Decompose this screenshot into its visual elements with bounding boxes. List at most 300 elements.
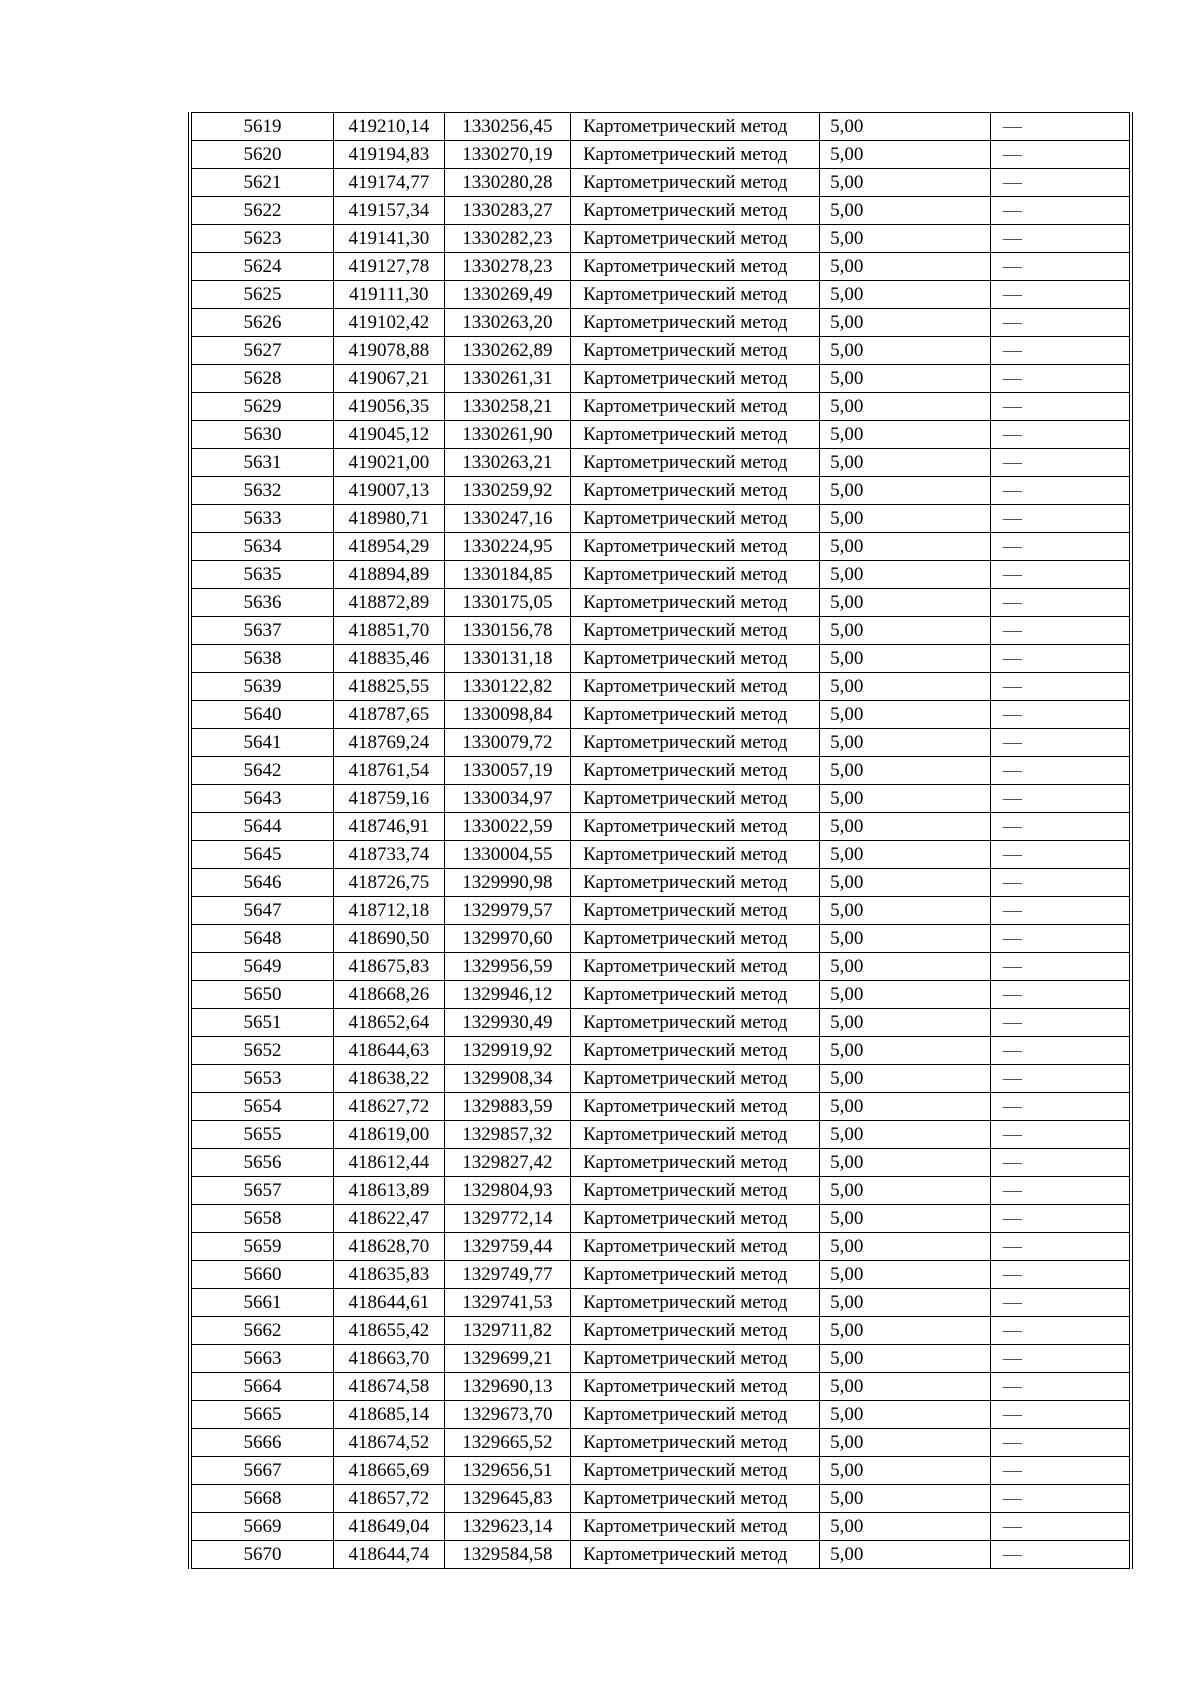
y-coordinate-cell: 1329908,34 — [444, 1065, 571, 1093]
accuracy-cell: 5,00 — [820, 253, 991, 281]
point-number-cell: 5657 — [190, 1177, 334, 1205]
y-coordinate-cell: 1329772,14 — [444, 1205, 571, 1233]
description-cell: — — [990, 1345, 1131, 1373]
y-coordinate-cell: 1330079,72 — [444, 729, 571, 757]
table-row — [190, 813, 1131, 841]
x-coordinate-cell: 418638,22 — [334, 1065, 444, 1093]
method-cell: Картометрический метод — [571, 1289, 820, 1317]
point-number-cell: 5665 — [190, 1401, 334, 1429]
x-coordinate-cell: 419067,21 — [334, 365, 444, 393]
method-cell: Картометрический метод — [571, 169, 820, 197]
method-cell: Картометрический метод — [571, 253, 820, 281]
accuracy-cell: 5,00 — [820, 1317, 991, 1345]
x-coordinate-cell: 418759,16 — [334, 785, 444, 813]
method-cell: Картометрический метод — [571, 1149, 820, 1177]
accuracy-cell: 5,00 — [820, 617, 991, 645]
point-number-cell: 5644 — [190, 813, 334, 841]
method-cell: Картометрический метод — [571, 673, 820, 701]
description-cell: — — [990, 1121, 1131, 1149]
x-coordinate-cell: 419174,77 — [334, 169, 444, 197]
method-cell: Картометрический метод — [571, 1541, 820, 1569]
description-cell: — — [990, 1205, 1131, 1233]
description-cell: — — [990, 645, 1131, 673]
accuracy-cell: 5,00 — [820, 113, 991, 141]
x-coordinate-cell: 418674,58 — [334, 1373, 444, 1401]
y-coordinate-cell: 1329956,59 — [444, 953, 571, 981]
description-cell: — — [990, 309, 1131, 337]
table-row — [190, 449, 1131, 477]
x-coordinate-cell: 418690,50 — [334, 925, 444, 953]
method-cell: Картометрический метод — [571, 1429, 820, 1457]
method-cell: Картометрический метод — [571, 925, 820, 953]
point-number-cell: 5648 — [190, 925, 334, 953]
point-number-cell: 5621 — [190, 169, 334, 197]
y-coordinate-cell: 1330261,90 — [444, 421, 571, 449]
coordinates-table — [188, 112, 1133, 1569]
x-coordinate-cell: 418644,63 — [334, 1037, 444, 1065]
y-coordinate-cell: 1330263,21 — [444, 449, 571, 477]
table-row — [190, 253, 1131, 281]
y-coordinate-cell: 1330269,49 — [444, 281, 571, 309]
description-cell: — — [990, 1093, 1131, 1121]
description-cell: — — [990, 421, 1131, 449]
y-coordinate-cell: 1329970,60 — [444, 925, 571, 953]
point-number-cell: 5635 — [190, 561, 334, 589]
description-cell: — — [990, 225, 1131, 253]
accuracy-cell: 5,00 — [820, 197, 991, 225]
accuracy-cell: 5,00 — [820, 673, 991, 701]
x-coordinate-cell: 418668,26 — [334, 981, 444, 1009]
method-cell: Картометрический метод — [571, 1121, 820, 1149]
description-cell: — — [990, 1037, 1131, 1065]
table-row — [190, 1485, 1131, 1513]
y-coordinate-cell: 1329673,70 — [444, 1401, 571, 1429]
point-number-cell: 5641 — [190, 729, 334, 757]
accuracy-cell: 5,00 — [820, 337, 991, 365]
method-cell: Картометрический метод — [571, 729, 820, 757]
point-number-cell: 5660 — [190, 1261, 334, 1289]
x-coordinate-cell: 418619,00 — [334, 1121, 444, 1149]
x-coordinate-cell: 419056,35 — [334, 393, 444, 421]
x-coordinate-cell: 418649,04 — [334, 1513, 444, 1541]
table-row — [190, 169, 1131, 197]
description-cell: — — [990, 1457, 1131, 1485]
table-row — [190, 729, 1131, 757]
accuracy-cell: 5,00 — [820, 561, 991, 589]
description-cell: — — [990, 813, 1131, 841]
table-row — [190, 1233, 1131, 1261]
point-number-cell: 5654 — [190, 1093, 334, 1121]
method-cell: Картометрический метод — [571, 1037, 820, 1065]
method-cell: Картометрический метод — [571, 1401, 820, 1429]
table-row — [190, 757, 1131, 785]
accuracy-cell: 5,00 — [820, 1093, 991, 1121]
point-number-cell: 5623 — [190, 225, 334, 253]
description-cell: — — [990, 1429, 1131, 1457]
point-number-cell: 5645 — [190, 841, 334, 869]
point-number-cell: 5619 — [190, 113, 334, 141]
method-cell: Картометрический метод — [571, 449, 820, 477]
description-cell: — — [990, 869, 1131, 897]
point-number-cell: 5639 — [190, 673, 334, 701]
y-coordinate-cell: 1329946,12 — [444, 981, 571, 1009]
x-coordinate-cell: 418665,69 — [334, 1457, 444, 1485]
y-coordinate-cell: 1329665,52 — [444, 1429, 571, 1457]
method-cell: Картометрический метод — [571, 1457, 820, 1485]
point-number-cell: 5630 — [190, 421, 334, 449]
point-number-cell: 5661 — [190, 1289, 334, 1317]
description-cell: — — [990, 477, 1131, 505]
point-number-cell: 5634 — [190, 533, 334, 561]
accuracy-cell: 5,00 — [820, 1261, 991, 1289]
x-coordinate-cell: 418657,72 — [334, 1485, 444, 1513]
accuracy-cell: 5,00 — [820, 477, 991, 505]
description-cell: — — [990, 141, 1131, 169]
y-coordinate-cell: 1330259,92 — [444, 477, 571, 505]
point-number-cell: 5622 — [190, 197, 334, 225]
description-cell: — — [990, 925, 1131, 953]
point-number-cell: 5633 — [190, 505, 334, 533]
method-cell: Картометрический метод — [571, 813, 820, 841]
description-cell: — — [990, 1065, 1131, 1093]
table-row — [190, 1457, 1131, 1485]
description-cell: — — [990, 1177, 1131, 1205]
description-cell: — — [990, 1513, 1131, 1541]
y-coordinate-cell: 1329749,77 — [444, 1261, 571, 1289]
accuracy-cell: 5,00 — [820, 645, 991, 673]
description-cell: — — [990, 1261, 1131, 1289]
table-row — [190, 225, 1131, 253]
point-number-cell: 5668 — [190, 1485, 334, 1513]
method-cell: Картометрический метод — [571, 337, 820, 365]
table-row — [190, 701, 1131, 729]
table-row — [190, 1345, 1131, 1373]
description-cell: — — [990, 757, 1131, 785]
table-row — [190, 1373, 1131, 1401]
y-coordinate-cell: 1329741,53 — [444, 1289, 571, 1317]
method-cell: Картометрический метод — [571, 1345, 820, 1373]
y-coordinate-cell: 1330247,16 — [444, 505, 571, 533]
y-coordinate-cell: 1330280,28 — [444, 169, 571, 197]
accuracy-cell: 5,00 — [820, 701, 991, 729]
point-number-cell: 5642 — [190, 757, 334, 785]
accuracy-cell: 5,00 — [820, 1457, 991, 1485]
y-coordinate-cell: 1330034,97 — [444, 785, 571, 813]
point-number-cell: 5637 — [190, 617, 334, 645]
x-coordinate-cell: 419210,14 — [334, 113, 444, 141]
accuracy-cell: 5,00 — [820, 309, 991, 337]
table-row — [190, 1177, 1131, 1205]
x-coordinate-cell: 418622,47 — [334, 1205, 444, 1233]
accuracy-cell: 5,00 — [820, 1541, 991, 1569]
coordinates-table-body — [190, 113, 1131, 1569]
x-coordinate-cell: 418746,91 — [334, 813, 444, 841]
x-coordinate-cell: 418674,52 — [334, 1429, 444, 1457]
description-cell: — — [990, 701, 1131, 729]
x-coordinate-cell: 418733,74 — [334, 841, 444, 869]
y-coordinate-cell: 1330004,55 — [444, 841, 571, 869]
point-number-cell: 5620 — [190, 141, 334, 169]
x-coordinate-cell: 418825,55 — [334, 673, 444, 701]
point-number-cell: 5663 — [190, 1345, 334, 1373]
x-coordinate-cell: 418663,70 — [334, 1345, 444, 1373]
y-coordinate-cell: 1330098,84 — [444, 701, 571, 729]
method-cell: Картометрический метод — [571, 897, 820, 925]
description-cell: — — [990, 533, 1131, 561]
x-coordinate-cell: 419045,12 — [334, 421, 444, 449]
x-coordinate-cell: 419194,83 — [334, 141, 444, 169]
point-number-cell: 5636 — [190, 589, 334, 617]
x-coordinate-cell: 418954,29 — [334, 533, 444, 561]
method-cell: Картометрический метод — [571, 1177, 820, 1205]
description-cell: — — [990, 561, 1131, 589]
y-coordinate-cell: 1330122,82 — [444, 673, 571, 701]
method-cell: Картометрический метод — [571, 1317, 820, 1345]
accuracy-cell: 5,00 — [820, 1373, 991, 1401]
x-coordinate-cell: 418652,64 — [334, 1009, 444, 1037]
description-cell: — — [990, 1541, 1131, 1569]
method-cell: Картометрический метод — [571, 141, 820, 169]
x-coordinate-cell: 418613,89 — [334, 1177, 444, 1205]
x-coordinate-cell: 419157,34 — [334, 197, 444, 225]
method-cell: Картометрический метод — [571, 309, 820, 337]
point-number-cell: 5626 — [190, 309, 334, 337]
description-cell: — — [990, 617, 1131, 645]
method-cell: Картометрический метод — [571, 757, 820, 785]
point-number-cell: 5653 — [190, 1065, 334, 1093]
point-number-cell: 5646 — [190, 869, 334, 897]
table-row — [190, 785, 1131, 813]
y-coordinate-cell: 1330261,31 — [444, 365, 571, 393]
x-coordinate-cell: 418769,24 — [334, 729, 444, 757]
description-cell: — — [990, 337, 1131, 365]
x-coordinate-cell: 418675,83 — [334, 953, 444, 981]
accuracy-cell: 5,00 — [820, 869, 991, 897]
description-cell: — — [990, 673, 1131, 701]
table-row — [190, 1401, 1131, 1429]
accuracy-cell: 5,00 — [820, 1065, 991, 1093]
y-coordinate-cell: 1330022,59 — [444, 813, 571, 841]
accuracy-cell: 5,00 — [820, 1345, 991, 1373]
accuracy-cell: 5,00 — [820, 1485, 991, 1513]
y-coordinate-cell: 1329623,14 — [444, 1513, 571, 1541]
table-row — [190, 197, 1131, 225]
table-row — [190, 1093, 1131, 1121]
description-cell: — — [990, 449, 1131, 477]
table-row — [190, 953, 1131, 981]
x-coordinate-cell: 418644,61 — [334, 1289, 444, 1317]
point-number-cell: 5629 — [190, 393, 334, 421]
table-row — [190, 365, 1131, 393]
method-cell: Картометрический метод — [571, 1065, 820, 1093]
x-coordinate-cell: 418872,89 — [334, 589, 444, 617]
description-cell: — — [990, 589, 1131, 617]
point-number-cell: 5669 — [190, 1513, 334, 1541]
table-row — [190, 141, 1131, 169]
description-cell: — — [990, 1149, 1131, 1177]
accuracy-cell: 5,00 — [820, 1233, 991, 1261]
point-number-cell: 5625 — [190, 281, 334, 309]
y-coordinate-cell: 1329883,59 — [444, 1093, 571, 1121]
method-cell: Картометрический метод — [571, 1233, 820, 1261]
y-coordinate-cell: 1329699,21 — [444, 1345, 571, 1373]
method-cell: Картометрический метод — [571, 1093, 820, 1121]
accuracy-cell: 5,00 — [820, 141, 991, 169]
x-coordinate-cell: 418635,83 — [334, 1261, 444, 1289]
accuracy-cell: 5,00 — [820, 1009, 991, 1037]
point-number-cell: 5647 — [190, 897, 334, 925]
method-cell: Картометрический метод — [571, 1373, 820, 1401]
accuracy-cell: 5,00 — [820, 1149, 991, 1177]
description-cell: — — [990, 169, 1131, 197]
accuracy-cell: 5,00 — [820, 225, 991, 253]
table-row — [190, 1149, 1131, 1177]
description-cell: — — [990, 365, 1131, 393]
accuracy-cell: 5,00 — [820, 533, 991, 561]
x-coordinate-cell: 418627,72 — [334, 1093, 444, 1121]
table-row — [190, 841, 1131, 869]
x-coordinate-cell: 419111,30 — [334, 281, 444, 309]
x-coordinate-cell: 419141,30 — [334, 225, 444, 253]
description-cell: — — [990, 1373, 1131, 1401]
point-number-cell: 5670 — [190, 1541, 334, 1569]
table-row — [190, 981, 1131, 1009]
x-coordinate-cell: 419102,42 — [334, 309, 444, 337]
description-cell: — — [990, 1289, 1131, 1317]
accuracy-cell: 5,00 — [820, 981, 991, 1009]
point-number-cell: 5624 — [190, 253, 334, 281]
table-row — [190, 1121, 1131, 1149]
table-row — [190, 309, 1131, 337]
description-cell: — — [990, 729, 1131, 757]
method-cell: Картометрический метод — [571, 1009, 820, 1037]
table-row — [190, 477, 1131, 505]
table-row — [190, 1289, 1131, 1317]
accuracy-cell: 5,00 — [820, 505, 991, 533]
point-number-cell: 5632 — [190, 477, 334, 505]
method-cell: Картометрический метод — [571, 869, 820, 897]
x-coordinate-cell: 418980,71 — [334, 505, 444, 533]
y-coordinate-cell: 1330175,05 — [444, 589, 571, 617]
x-coordinate-cell: 419078,88 — [334, 337, 444, 365]
y-coordinate-cell: 1330263,20 — [444, 309, 571, 337]
description-cell: — — [990, 393, 1131, 421]
accuracy-cell: 5,00 — [820, 785, 991, 813]
x-coordinate-cell: 418851,70 — [334, 617, 444, 645]
description-cell: — — [990, 505, 1131, 533]
method-cell: Картометрический метод — [571, 953, 820, 981]
accuracy-cell: 5,00 — [820, 281, 991, 309]
accuracy-cell: 5,00 — [820, 757, 991, 785]
y-coordinate-cell: 1329919,92 — [444, 1037, 571, 1065]
accuracy-cell: 5,00 — [820, 897, 991, 925]
table-row — [190, 1513, 1131, 1541]
method-cell: Картометрический метод — [571, 421, 820, 449]
point-number-cell: 5658 — [190, 1205, 334, 1233]
y-coordinate-cell: 1330224,95 — [444, 533, 571, 561]
table-row — [190, 589, 1131, 617]
method-cell: Картометрический метод — [571, 365, 820, 393]
table-row — [190, 897, 1131, 925]
accuracy-cell: 5,00 — [820, 1429, 991, 1457]
method-cell: Картометрический метод — [571, 197, 820, 225]
method-cell: Картометрический метод — [571, 1261, 820, 1289]
y-coordinate-cell: 1329711,82 — [444, 1317, 571, 1345]
accuracy-cell: 5,00 — [820, 1289, 991, 1317]
table-row — [190, 1541, 1131, 1569]
method-cell: Картометрический метод — [571, 841, 820, 869]
accuracy-cell: 5,00 — [820, 925, 991, 953]
description-cell: — — [990, 197, 1131, 225]
method-cell: Картометрический метод — [571, 113, 820, 141]
x-coordinate-cell: 419007,13 — [334, 477, 444, 505]
table-row — [190, 1261, 1131, 1289]
point-number-cell: 5650 — [190, 981, 334, 1009]
method-cell: Картометрический метод — [571, 1513, 820, 1541]
accuracy-cell: 5,00 — [820, 1121, 991, 1149]
table-row — [190, 113, 1131, 141]
method-cell: Картометрический метод — [571, 1485, 820, 1513]
table-row — [190, 561, 1131, 589]
method-cell: Картометрический метод — [571, 589, 820, 617]
y-coordinate-cell: 1329827,42 — [444, 1149, 571, 1177]
description-cell: — — [990, 113, 1131, 141]
x-coordinate-cell: 418787,65 — [334, 701, 444, 729]
method-cell: Картометрический метод — [571, 505, 820, 533]
table-row — [190, 1037, 1131, 1065]
accuracy-cell: 5,00 — [820, 1401, 991, 1429]
x-coordinate-cell: 418894,89 — [334, 561, 444, 589]
table-row — [190, 1205, 1131, 1233]
point-number-cell: 5656 — [190, 1149, 334, 1177]
y-coordinate-cell: 1330256,45 — [444, 113, 571, 141]
table-row — [190, 673, 1131, 701]
accuracy-cell: 5,00 — [820, 421, 991, 449]
table-row — [190, 421, 1131, 449]
table-row — [190, 1317, 1131, 1345]
point-number-cell: 5667 — [190, 1457, 334, 1485]
point-number-cell: 5652 — [190, 1037, 334, 1065]
accuracy-cell: 5,00 — [820, 1177, 991, 1205]
y-coordinate-cell: 1330282,23 — [444, 225, 571, 253]
y-coordinate-cell: 1329930,49 — [444, 1009, 571, 1037]
accuracy-cell: 5,00 — [820, 1205, 991, 1233]
table-row — [190, 925, 1131, 953]
method-cell: Картометрический метод — [571, 701, 820, 729]
accuracy-cell: 5,00 — [820, 1037, 991, 1065]
method-cell: Картометрический метод — [571, 1205, 820, 1233]
y-coordinate-cell: 1329804,93 — [444, 1177, 571, 1205]
x-coordinate-cell: 418835,46 — [334, 645, 444, 673]
y-coordinate-cell: 1330184,85 — [444, 561, 571, 589]
accuracy-cell: 5,00 — [820, 449, 991, 477]
description-cell: — — [990, 953, 1131, 981]
y-coordinate-cell: 1330270,19 — [444, 141, 571, 169]
description-cell: — — [990, 785, 1131, 813]
table-row — [190, 1065, 1131, 1093]
accuracy-cell: 5,00 — [820, 589, 991, 617]
table-row — [190, 393, 1131, 421]
description-cell: — — [990, 1233, 1131, 1261]
table-row — [190, 337, 1131, 365]
point-number-cell: 5655 — [190, 1121, 334, 1149]
y-coordinate-cell: 1330057,19 — [444, 757, 571, 785]
point-number-cell: 5664 — [190, 1373, 334, 1401]
accuracy-cell: 5,00 — [820, 169, 991, 197]
point-number-cell: 5659 — [190, 1233, 334, 1261]
y-coordinate-cell: 1330283,27 — [444, 197, 571, 225]
method-cell: Картометрический метод — [571, 533, 820, 561]
